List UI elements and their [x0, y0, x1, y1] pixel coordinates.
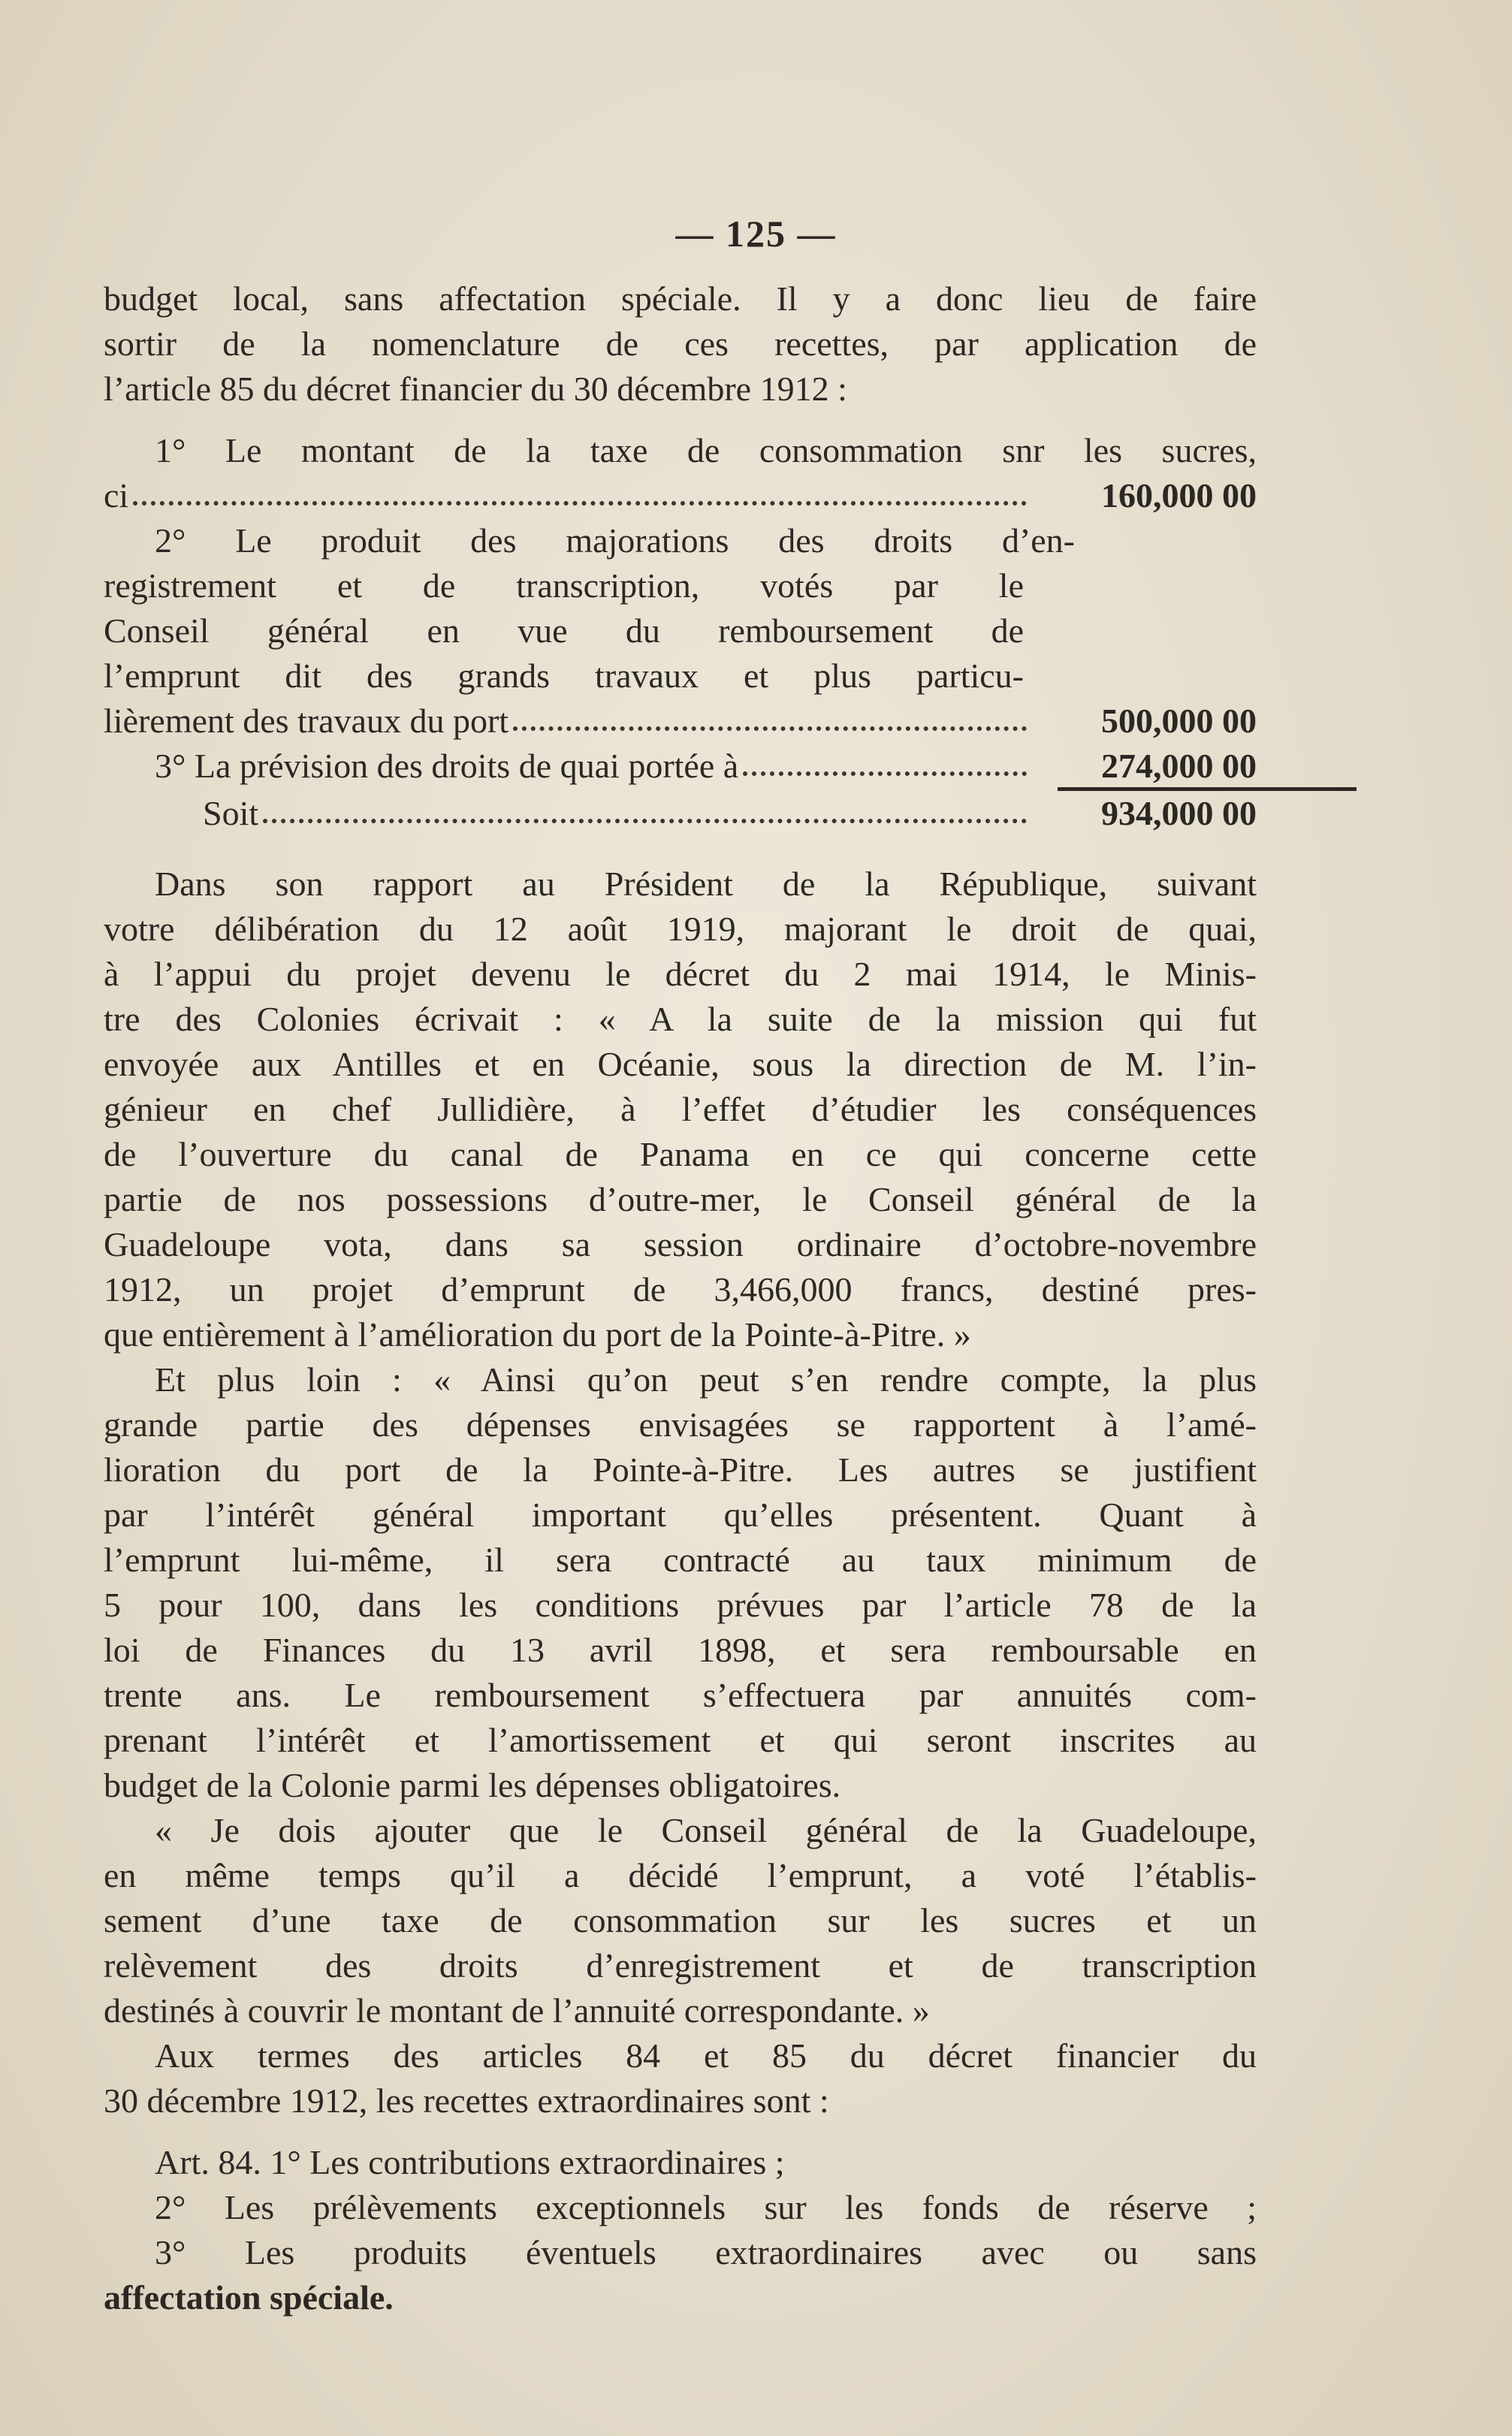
- text-line: en même temps qu’il a décidé l’emprunt, a voté l’établis-: [104, 1856, 1257, 1894]
- item-2-line: l’emprunt dit des grands travaux et plus particu-: [104, 657, 1024, 695]
- text-line: envoyée aux Antilles et en Océanie, sous la direction de M. l’in-: [104, 1045, 1257, 1083]
- item-2-line: 2° Le produit des majorations des droits d’en-: [155, 521, 1075, 560]
- leader-dots: [133, 501, 1027, 506]
- text-line: Et plus loin : « Ainsi qu’on peut s’en rendre compte, la plus: [155, 1360, 1257, 1399]
- text-line: 30 décembre 1912, les recettes extraordinaires sont :: [104, 2081, 829, 2120]
- text-line: trente ans. Le remboursement s’effectuera par annuités com-: [104, 1676, 1257, 1714]
- text-line: par l’intérêt général important qu’elles présentent. Quant à: [104, 1496, 1257, 1534]
- article-line: affectation spéciale.: [104, 2278, 394, 2317]
- item-1-description: 1° Le montant de la taxe de consommation snr les sucres,: [155, 431, 1257, 469]
- total-row: [104, 791, 1257, 836]
- item-3-label: 3° La prévision des droits de quai portée à: [155, 747, 739, 785]
- text-line: relèvement des droits d’enregistrement et de transcription: [104, 1946, 1257, 1985]
- text-line: l’article 85 du décret financier du 30 décembre 1912 :: [104, 370, 847, 408]
- page-body: [104, 276, 1257, 2320]
- item-3-row: [104, 744, 1257, 789]
- item-3-amount: 274,000 00: [1101, 747, 1257, 785]
- total-amount: 934,000 00: [1101, 794, 1257, 832]
- spacer: [104, 412, 1257, 428]
- text-line: sortir de la nomenclature de ces recettes, par application de: [104, 324, 1257, 363]
- text-line: grande partie des dépenses envisagées se rapportent à l’amé-: [104, 1405, 1257, 1444]
- text-line: « Je dois ajouter que le Conseil général de la Guadeloupe,: [155, 1811, 1257, 1849]
- article-line: 3° Les produits éventuels extraordinaires avec ou sans: [155, 2233, 1257, 2271]
- text-line: budget de la Colonie parmi les dépenses obligatoires.: [104, 1766, 841, 1804]
- text-line: tre des Colonies écrivait : « A la suite de la mission qui fut: [104, 1000, 1257, 1038]
- text-line: à l’appui du projet devenu le décret du 2 mai 1914, le Minis-: [104, 955, 1257, 993]
- text-line: sement d’une taxe de consommation sur les sucres et un: [104, 1901, 1257, 1939]
- item-2-amount: 500,000 00: [1101, 702, 1257, 740]
- spacer: [104, 2124, 1257, 2140]
- article-line: 2° Les prélèvements exceptionnels sur les fonds de réserve ;: [155, 2188, 1257, 2226]
- total-label: Soit: [203, 794, 259, 832]
- text-line: lioration du port de la Pointe-à-Pitre. Les autres se justifient: [104, 1450, 1257, 1489]
- text-line: 5 pour 100, dans les conditions prévues par l’article 78 de la: [104, 1586, 1257, 1624]
- text-line: que entièrement à l’amélioration du port de la Pointe-à-Pitre. »: [104, 1315, 971, 1354]
- item-2-row: [104, 699, 1257, 744]
- spacer: [104, 836, 1257, 862]
- item-1-label: ci: [104, 476, 129, 515]
- text-line: prenant l’intérêt et l’amortissement et qui seront inscrites au: [104, 1721, 1257, 1759]
- text-line: loi de Finances du 13 avril 1898, et sera remboursable en: [104, 1631, 1257, 1669]
- item-2-label: lièrement des travaux du port: [104, 702, 509, 740]
- text-line: 1912, un projet d’emprunt de 3,466,000 francs, destiné pres-: [104, 1270, 1257, 1309]
- leader-dots: [263, 819, 1027, 823]
- text-line: l’emprunt lui-même, il sera contracté au taux minimum de: [104, 1541, 1257, 1579]
- item-1-amount: 160,000 00: [1101, 476, 1257, 515]
- item-2-line: Conseil général en vue du remboursement de: [104, 611, 1024, 650]
- text-line: budget local, sans affectation spéciale. Il y a donc lieu de faire: [104, 279, 1257, 318]
- item-1-row: [104, 473, 1257, 518]
- text-line: destinés à couvrir le montant de l’annuité correspondante. »: [104, 1991, 930, 2030]
- text-line: Guadeloupe vota, dans sa session ordinaire d’octobre-novembre: [104, 1225, 1257, 1263]
- text-line: génieur en chef Jullidière, à l’effet d’étudier les conséquences: [104, 1090, 1257, 1128]
- article-line: Art. 84. 1° Les contributions extraordinaires ;: [155, 2143, 785, 2181]
- text-line: de l’ouverture du canal de Panama en ce qui concerne cette: [104, 1135, 1257, 1173]
- page-number: — 125 —: [675, 213, 837, 255]
- leader-dots: [513, 726, 1027, 731]
- text-line: votre délibération du 12 août 1919, majorant le droit de quai,: [104, 910, 1257, 948]
- item-2-line: registrement et de transcription, votés par le: [104, 566, 1024, 605]
- text-line: partie de nos possessions d’outre-mer, le Conseil général de la: [104, 1180, 1257, 1218]
- text-line: Dans son rapport au Président de la République, suivant: [155, 865, 1257, 903]
- leader-dots: [743, 771, 1027, 776]
- text-line: Aux termes des articles 84 et 85 du décret financier du: [155, 2036, 1257, 2075]
